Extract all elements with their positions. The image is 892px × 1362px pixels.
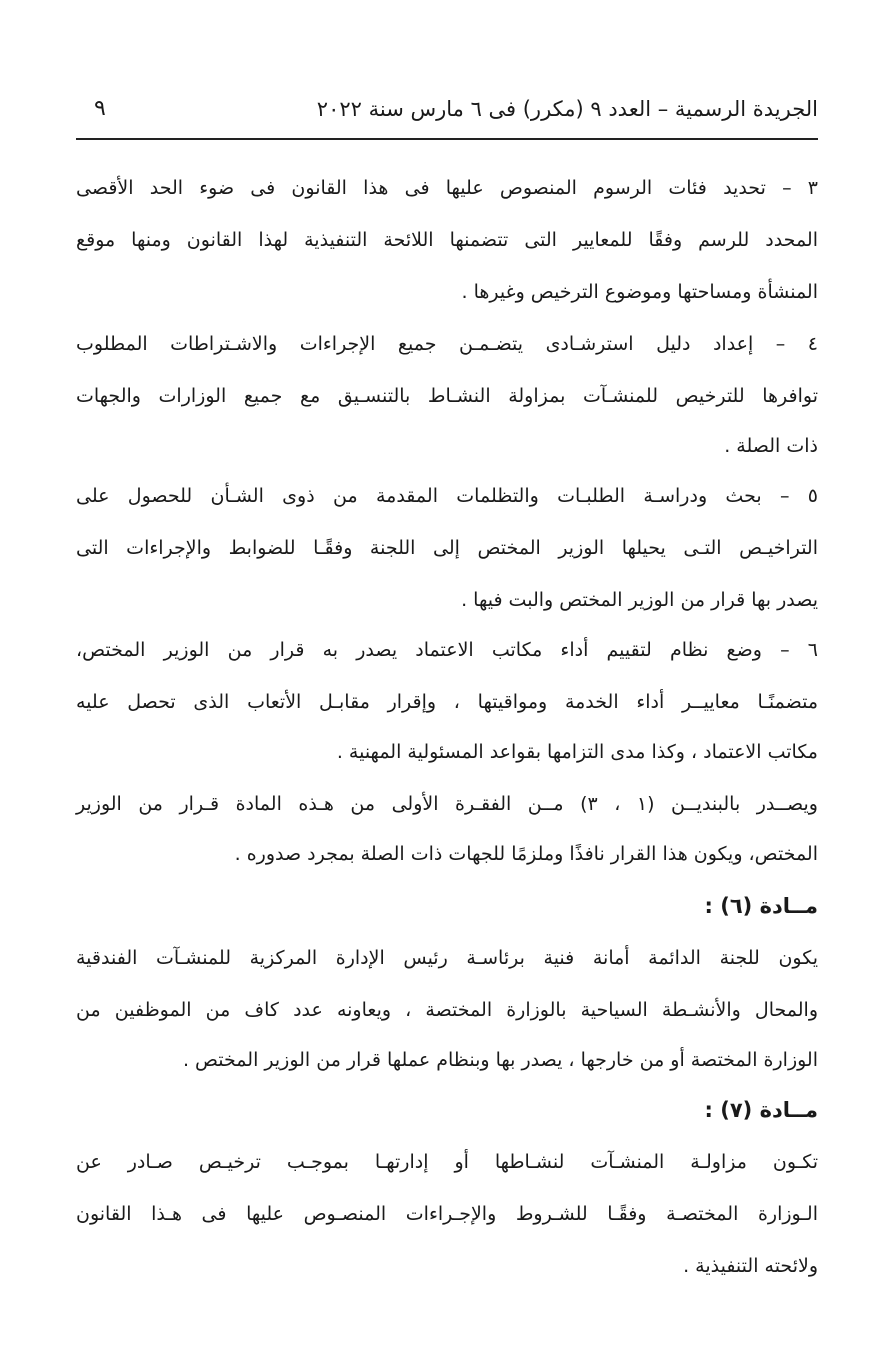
issuance-line-1: ويصــدر بالبنديــن (١ ، ٣) مــن الفقـرة الأولى من هـذه المادة قـرار من الوزير xyxy=(76,793,818,815)
item-4-line-1: ٤ – إعداد دليل استرشـادى يتضـمـن جميع الإجراءات والاشـتراطات المطلوب xyxy=(76,333,818,355)
article-6-line-3: الوزارة المختصة أو من خارجها ، يصدر بها وبنظام عملها قرار من الوزير المختص . xyxy=(182,1049,818,1071)
item-6-line-3: مكاتب الاعتماد ، وكذا مدى التزامها بقواعد المسئولية المهنية . xyxy=(336,741,818,763)
article-6-heading: مــادة (٦) : xyxy=(704,894,818,918)
item-6-line-2: متضمنًـا معاييــر أداء الخدمة ومواقيتها ، وإقرار مقابـل الأتعاب الذى تحصل عليه xyxy=(76,691,818,713)
article-6-line-2: والمحال والأنشـطة السياحية بالوزارة المختصة ، ويعاونه عدد كاف من الموظفين من xyxy=(76,999,818,1021)
item-3-line-1: ٣ – تحديد فئات الرسوم المنصوص عليها فى هذا القانون فى ضوء الحد الأقصى xyxy=(76,177,818,199)
article-7-line-1: تكـون مزاولـة المنشـآت لنشـاطها أو إدارتهـا بموجـب ترخيـص صـادر عن xyxy=(76,1151,818,1173)
article-7-line-2: الـوزارة المختصـة وفقًـا للشـروط والإجـراءات المنصـوص عليها فى هـذا القانون xyxy=(76,1203,818,1225)
item-4-line-2: توافرها للترخيص للمنشـآت بمزاولة النشـاط بالتنسـيق مع جميع الوزارات والجهات xyxy=(76,385,818,407)
item-5-line-1: ٥ – بحث ودراسـة الطلبـات والتظلمات المقدمة من ذوى الشـأن للحصول على xyxy=(76,485,818,507)
item-6-line-1: ٦ – وضع نظام لتقييم أداء مكاتب الاعتماد يصدر به قرار من الوزير المختص، xyxy=(76,639,818,661)
item-3-line-2: المحدد للرسم وفقًا للمعايير التى تتضمنها اللائحة التنفيذية لهذا القانون ومنها موقع xyxy=(76,229,818,251)
item-5-line-2: التراخيـص التـى يحيلها الوزير المختص إلى اللجنة وفقًـا للضوابط والإجراءات التى xyxy=(76,537,818,559)
article-7-heading: مــادة (٧) : xyxy=(704,1098,818,1122)
item-4-line-3: ذات الصلة . xyxy=(724,435,818,457)
item-5-line-3: يصدر بها قرار من الوزير المختص والبت فيها . xyxy=(461,589,818,611)
page-header xyxy=(76,86,818,132)
gazette-title: الجريدة الرسمية – العدد ٩ (مكرر) فى ٦ مارس سنة ٢٠٢٢ xyxy=(316,97,818,121)
article-6-line-1: يكون للجنة الدائمة أمانة فنية برئاسـة رئيس الإدارة المركزية للمنشـآت الفندقية xyxy=(76,947,818,969)
article-7-line-3: ولائحته التنفيذية . xyxy=(683,1255,818,1277)
issuance-line-2: المختص، ويكون هذا القرار نافذًا وملزمًا للجهات ذات الصلة بمجرد صدوره . xyxy=(234,843,818,865)
header-divider xyxy=(76,138,818,140)
item-3-line-3: المنشأة ومساحتها وموضوع الترخيص وغيرها . xyxy=(461,281,818,303)
page-number: ٩ xyxy=(94,96,106,121)
